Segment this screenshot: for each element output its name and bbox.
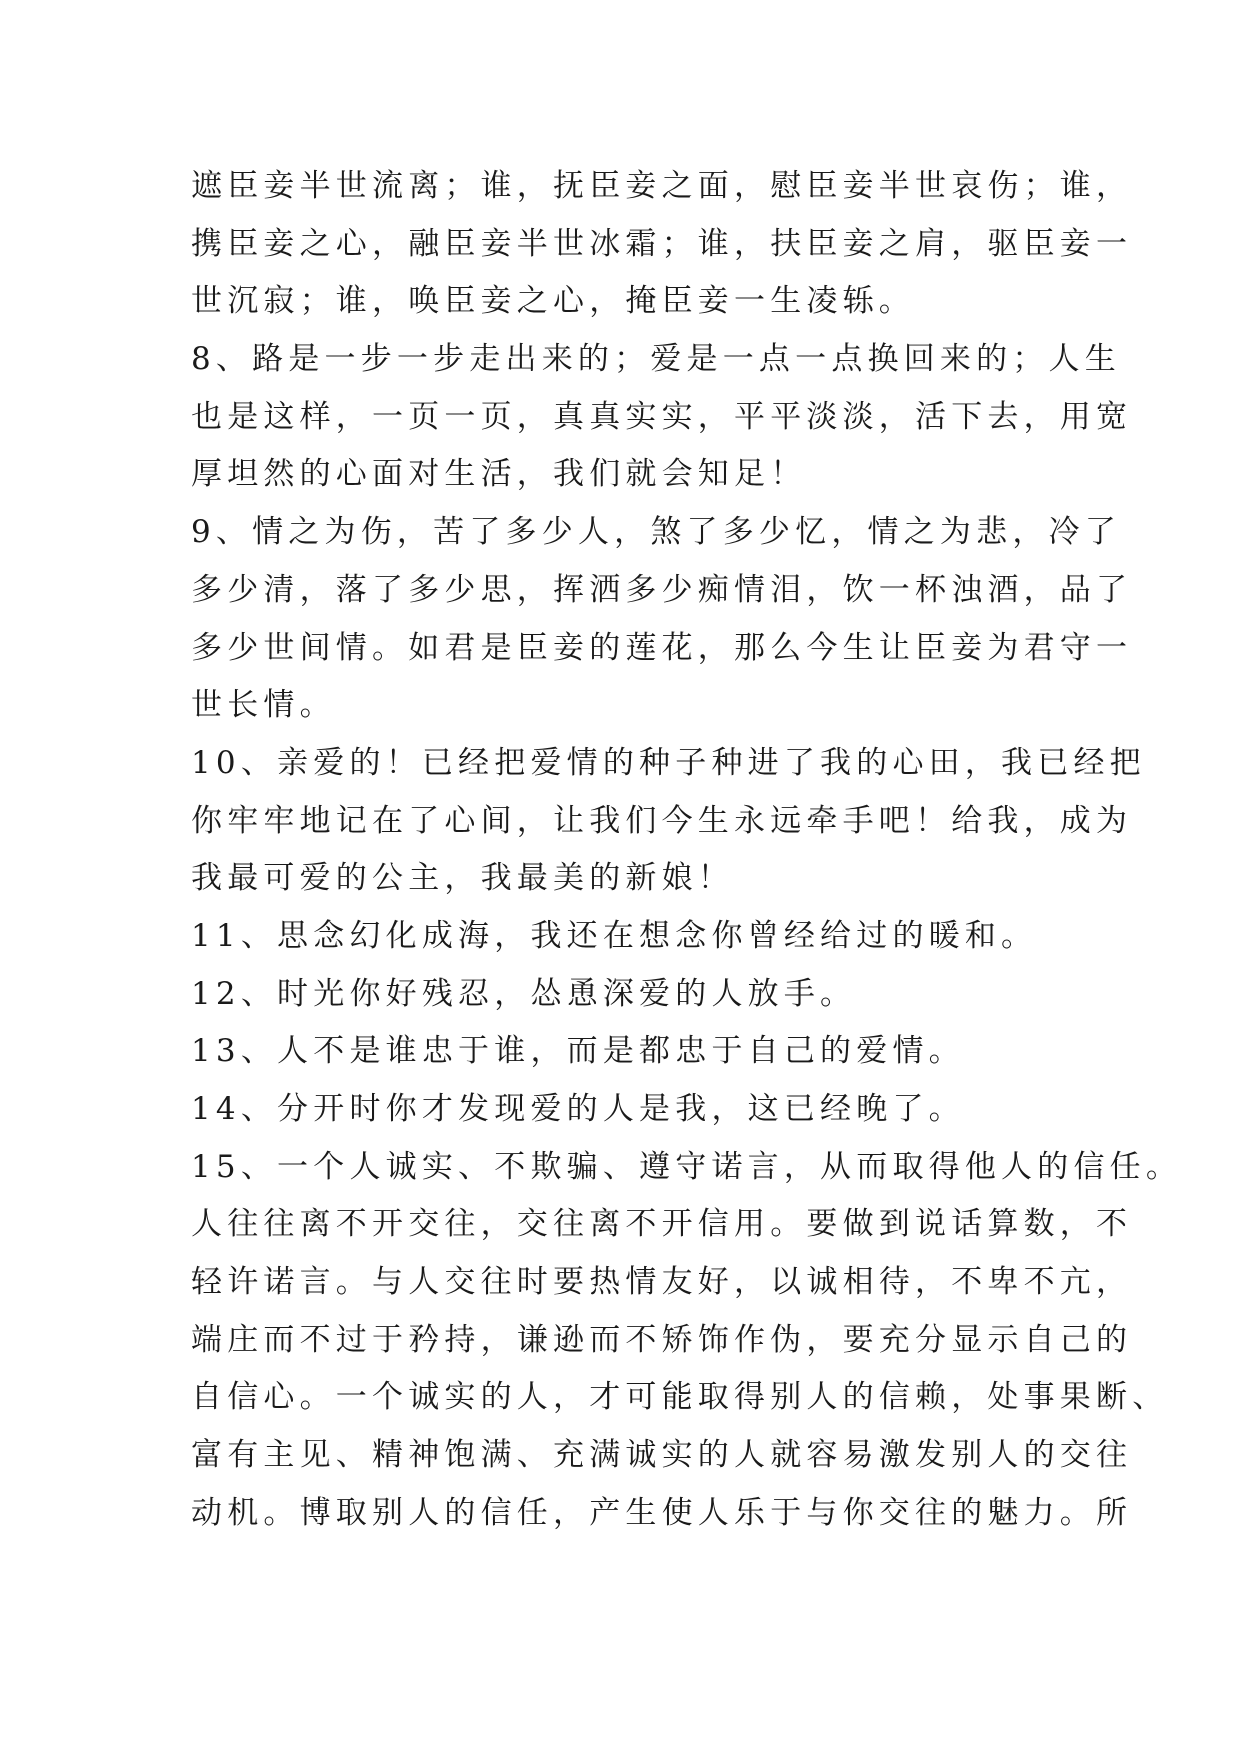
text-line: 也是这样，一页一页，真真实实，平平淡淡，活下去，用宽: [191, 398, 1133, 435]
text-line: 10、亲爱的！已经把爱情的种子种进了我的心田，我已经把: [191, 744, 1146, 781]
text-line: 我最可爱的公主，我最美的新娘！: [191, 860, 734, 897]
text-line: 世沉寂；谁，唤臣妾之心，掩臣妾一生凌轹。: [191, 283, 915, 320]
text-line: 14、分开时你才发现爱的人是我，这已经晚了。: [191, 1091, 965, 1127]
text-line: 12、时光你好残忍，怂恿深爱的人放手。: [191, 975, 857, 1012]
text-line: 富有主见、精神饱满、充满诚实的人就容易激发别人的交往: [191, 1437, 1133, 1474]
text-line: 多少清，落了多少思，挥洒多少痴情泪，饮一杯浊酒，品了: [191, 571, 1133, 608]
text-line: 人往往离不开交往，交往离不开信用。要做到说话算数，不: [191, 1206, 1133, 1243]
text-line: 你牢牢地记在了心间，让我们今生永远牵手吧！给我，成为: [191, 802, 1133, 839]
text-line: 11、思念幻化成海，我还在想念你曾经给过的暖和。: [191, 917, 1038, 954]
text-line: 8、路是一步一步走出来的；爱是一点一点换回来的；人生: [191, 341, 1121, 378]
text-line: 9、情之为伤，苦了多少人，煞了多少忆，情之为悲，冷了: [191, 514, 1121, 551]
text-line: 遮臣妾半世流离；谁，抚臣妾之面，慰臣妾半世哀伤；谁，: [191, 168, 1133, 204]
text-line: 13、人不是谁忠于谁，而是都忠于自己的爱情。: [191, 1033, 965, 1070]
text-line: 15、一个人诚实、不欺骗、遵守诺言，从而取得他人的信任。: [191, 1148, 1183, 1185]
text-line: 动机。博取别人的信任，产生使人乐于与你交往的魅力。所: [191, 1494, 1133, 1531]
text-line: 端庄而不过于矜持，谦逊而不矫饰作伪，要充分显示自己的: [191, 1321, 1133, 1358]
text-line: 厚坦然的心面对生活，我们就会知足！: [191, 456, 807, 493]
text-line: 携臣妾之心，融臣妾半世冰霜；谁，扶臣妾之肩，驱臣妾一: [191, 225, 1133, 262]
text-line: 轻许诺言。与人交往时要热情友好，以诚相待，不卑不亢，: [191, 1264, 1133, 1301]
body-text: [191, 158, 1183, 1543]
text-line: 世长情。: [191, 687, 336, 724]
text-line: 多少世间情。如君是臣妾的莲花，那么今生让臣妾为君守一: [191, 629, 1133, 666]
text-line: 自信心。一个诚实的人，才可能取得别人的信赖，处事果断、: [191, 1379, 1169, 1416]
